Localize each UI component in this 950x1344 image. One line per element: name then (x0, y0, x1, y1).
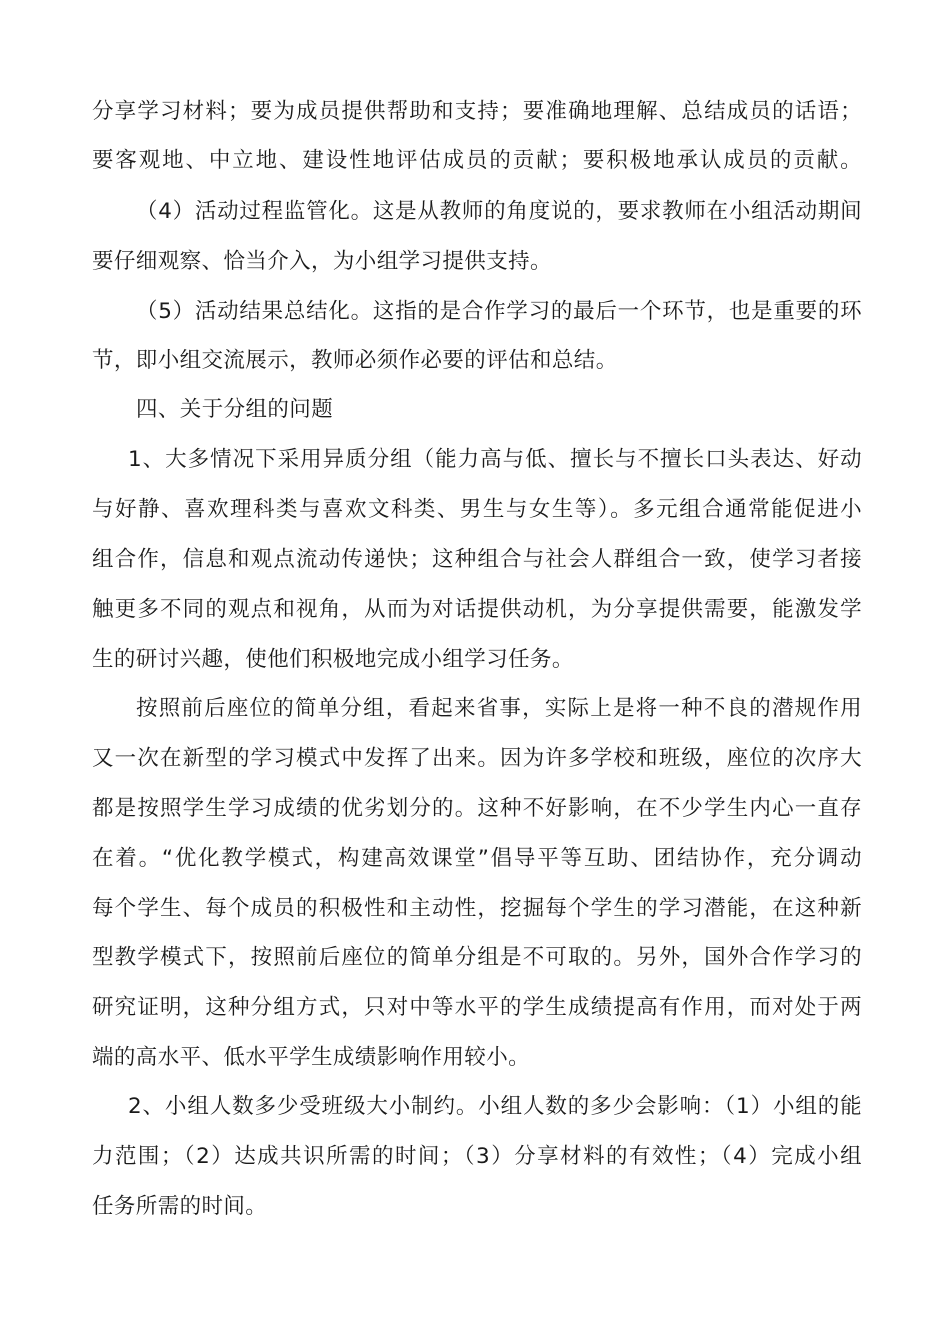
text-line: 触更多不同的观点和视角，从而为对话提供动机，为分享提供需要，能激发学 (92, 597, 862, 622)
text-line: 每个学生、每个成员的积极性和主动性，挖掘每个学生的学习潜能，在这种新 (92, 896, 862, 921)
text-line: 任务所需的时间。 (92, 1194, 268, 1219)
text-line: 按照前后座位的简单分组，看起来省事，实际上是将一种不良的潜规作用 (136, 696, 862, 721)
text-line: 端的高水平、低水平学生成绩影响作用较小。 (92, 1045, 531, 1070)
text-line: 研究证明，这种分组方式，只对中等水平的学生成绩提高有作用，而对处于两 (92, 995, 862, 1020)
text-line: 都是按照学生学习成绩的优劣划分的。这种不好影响，在不少学生内心一直存 (92, 796, 862, 821)
section-heading: 四、关于分组的问题 (136, 397, 334, 422)
text-line: 又一次在新型的学习模式中发挥了出来。因为许多学校和班级，座位的次序大 (92, 746, 862, 771)
text-line: 型教学模式下，按照前后座位的简单分组是不可取的。另外，国外合作学习的 (92, 945, 862, 970)
text-line: 在着。“优化教学模式，构建高效课堂”倡导平等互助、团结协作，充分调动 (92, 846, 862, 871)
text-line: 1、大多情况下采用异质分组（能力高与低、擅长与不擅长口头表达、好动 (128, 447, 862, 472)
text-line: 力范围；（2）达成共识所需的时间；（3）分享材料的有效性；（4）完成小组 (92, 1144, 862, 1169)
text-line: 与好静、喜欢理科类与喜欢文科类、男生与女生等）。多元组合通常能促进小 (92, 497, 862, 522)
text-line: 生的研讨兴趣，使他们积极地完成小组学习任务。 (92, 647, 574, 672)
text-line: 要仔细观察、恰当介入，为小组学习提供支持。 (92, 249, 552, 274)
text-line: 2、小组人数多少受班级大小制约。小组人数的多少会影响：（1）小组的能 (128, 1094, 862, 1119)
text-line: （4）活动过程监管化。这是从教师的角度说的，要求教师在小组活动期间 (136, 199, 862, 224)
text-line: 组合作，信息和观点流动传递快；这种组合与社会人群组合一致，使学习者接 (92, 547, 862, 572)
text-line: 节，即小组交流展示，教师必须作必要的评估和总结。 (92, 348, 618, 373)
text-line: 分享学习材料；要为成员提供帮助和支持；要准确地理解、总结成员的话语； (92, 99, 862, 124)
text-line: （5）活动结果总结化。这指的是合作学习的最后一个环节，也是重要的环 (136, 299, 862, 324)
text-line: 要客观地、中立地、建设性地评估成员的贡献；要积极地承认成员的贡献。 (92, 148, 862, 173)
